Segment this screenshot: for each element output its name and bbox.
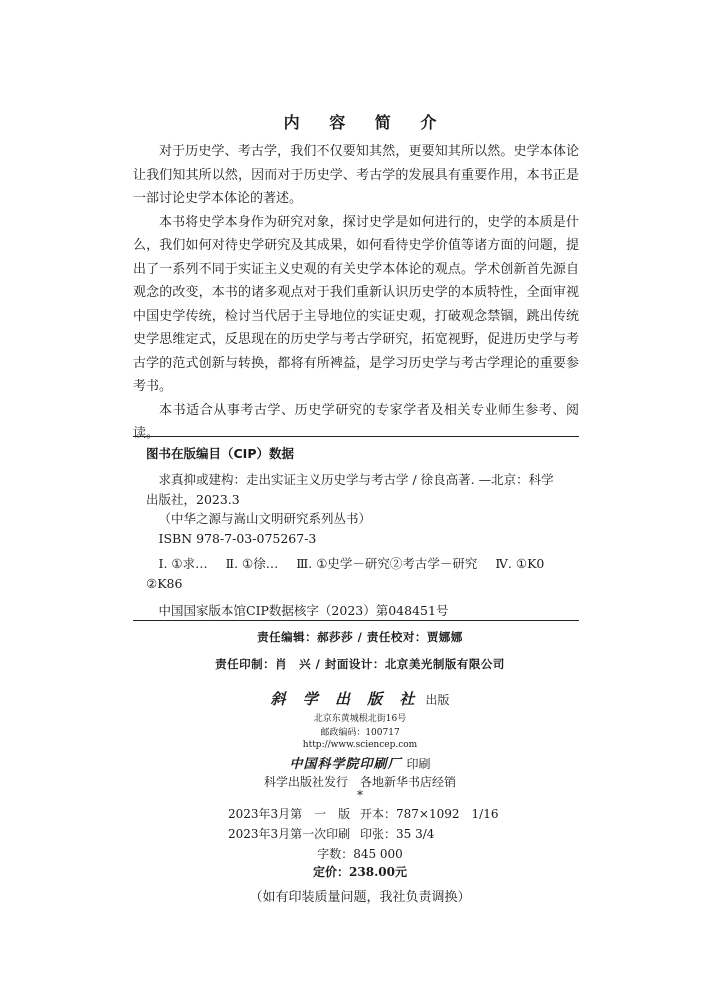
- spec-sheets: 印张：35 3/4: [360, 827, 435, 841]
- cip-class-3: Ⅲ. ①史学－研究②考古学－研究: [296, 556, 478, 571]
- cip-top-divider: [133, 436, 579, 437]
- distribution: 科学出版社发行 各地新华书店经销: [263, 775, 456, 789]
- spec-format: 开本：787×1092 1/16: [360, 807, 499, 821]
- publisher-postcode: 邮政编码：100717: [320, 728, 400, 738]
- cip-record-line-1: 求真抑或建构：走出实证主义历史学与考古学 / 徐良高著. —北京：科学: [158, 472, 554, 487]
- cip-class-1: Ⅰ. ①求…: [158, 556, 208, 571]
- cip-class-5: ②K86: [146, 575, 183, 591]
- summary-paragraph-1: 对于历史学、考古学，我们不仅要知其然，更要知其所以然。史学本体论让我们知其所以然，因而对于历史学、考古学的发展具有重要作用，本书正是一部讨论史学本体论的著述。: [133, 144, 579, 206]
- publisher-url: http://www.sciencep.com: [302, 740, 418, 750]
- credits-editors: 责任编辑：郝莎莎 / 责任校对：贾娜娜: [257, 630, 463, 644]
- summary-paragraph-3: 本书适合从事考古学、历史学研究的专家学者及相关专业师生参考、阅读。: [133, 402, 579, 441]
- spec-price: 定价：238.00元: [313, 865, 407, 879]
- cip-record: [146, 470, 579, 621]
- summary-paragraph-2: 本书将史学本身作为研究对象，探讨史学是如何进行的，史学的本质是什么，我们如何对待史学研究及其成果，如何看待史学价值等诸方面的问题，提出了一系列不同于实证主义史观的有关史学本体论的观点。学术创新首先源自观念的改变，本书的诸多观点对于我们重新认识历史学的本质特性，全面审视中国史学传统，检讨当代居于主导地位的实证史观，打破观念禁锢，跳出传统史学思维定式，反思现在的历史学与考古学研究，拓宽视野，促进历史学与考古学的范式创新与转换，都将有所裨益，是学习历史学与考古学理论的重要参考书。: [133, 214, 579, 394]
- separator-star: *: [357, 788, 363, 802]
- cip-classification: [146, 554, 579, 574]
- spec-words: 字数：845 000: [317, 847, 403, 861]
- spec-row-1: [228, 805, 498, 822]
- publisher-line: [0, 688, 720, 709]
- spec-printing: 2023年3月第一次印刷: [228, 827, 351, 841]
- cip-heading: 图书在版编目（CIP）数据: [146, 446, 294, 461]
- printer-line: [0, 753, 720, 772]
- cip-bottom-divider: [133, 620, 579, 621]
- cip-class-4: Ⅳ. ①K0: [495, 556, 545, 571]
- credits-print-design: 责任印制：肖 兴 / 封面设计：北京美光制版有限公司: [215, 657, 505, 671]
- page-title: 内 容 简 介: [283, 113, 449, 132]
- printer-name: 中国科学院印刷厂: [289, 757, 402, 772]
- cip-verification: 中国国家版本馆CIP数据核字（2023）第048451号: [158, 603, 449, 618]
- publisher-address: 北京东黄城根北街16号: [313, 714, 407, 724]
- cip-record-line-2: 出版社，2023.3: [146, 491, 240, 507]
- cip-isbn: ISBN 978-7-03-075267-3: [158, 530, 317, 546]
- publisher-suffix: 出版: [425, 693, 450, 707]
- spec-edition: 2023年3月第 一 版: [228, 807, 351, 821]
- printer-suffix: 印刷: [406, 757, 431, 771]
- publisher-name: 斜 学 出 版 社: [270, 690, 421, 708]
- summary-section: [133, 140, 579, 446]
- cip-series: （中华之源与嵩山文明研究系列丛书）: [158, 511, 372, 526]
- spec-row-2: [228, 825, 434, 842]
- cip-class-2: Ⅱ. ①徐…: [225, 556, 279, 571]
- quality-note: （如有印装质量问题，我社负责调换）: [249, 890, 471, 905]
